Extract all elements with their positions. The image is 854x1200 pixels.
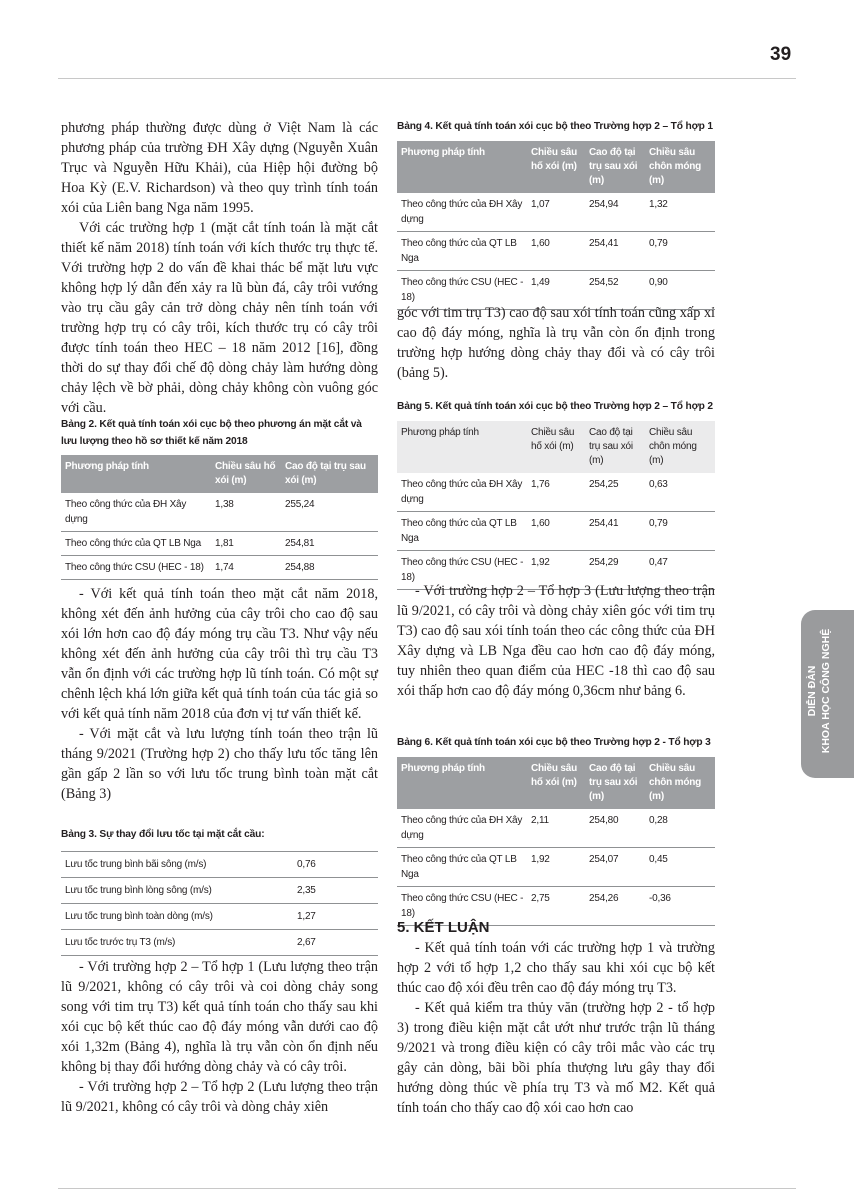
- right-middle-text: [397, 581, 715, 701]
- page-number: 39: [770, 44, 792, 65]
- table-cell: Theo công thức của QT LB Nga: [397, 848, 527, 887]
- table-cell: 254,88: [281, 556, 378, 580]
- table-cell: 2,75: [527, 887, 585, 926]
- side-tab-line2: KHOA HỌC CÔNG NGHỆ: [820, 628, 832, 754]
- table-cell: 0,79: [645, 512, 715, 551]
- table5-header-cell: Cao độ tại trụ sau xói (m): [585, 421, 645, 473]
- conclusion-paragraph-1: - Kết quả tính toán với các trường hợp 1 và trường hợp 2 với tổ hợp 1,2 cho thấy sau khi xói cục bộ kết thúc cao độ xói đều trên cao độ đáy móng trụ T3.: [397, 940, 715, 996]
- table4: [397, 141, 715, 310]
- table-cell: Theo công thức CSU (HEC - 18): [61, 556, 211, 580]
- table-row: [61, 556, 378, 580]
- table-cell: 254,26: [585, 887, 645, 926]
- left-column: [61, 118, 378, 418]
- table-cell: 1,60: [527, 232, 585, 271]
- table-row: [397, 232, 715, 271]
- table-cell: 2,11: [527, 809, 585, 848]
- right-top-text: [397, 303, 715, 383]
- footer-rule: [58, 1188, 796, 1189]
- table6-header-cell: Phương pháp tính: [397, 757, 527, 809]
- table-cell: 1,76: [527, 473, 585, 512]
- table-cell: 1,81: [211, 532, 281, 556]
- table-cell: -0,36: [645, 887, 715, 926]
- table2: [61, 455, 378, 580]
- table-cell: 254,41: [585, 232, 645, 271]
- table-cell: Theo công thức CSU (HEC - 18): [397, 551, 527, 590]
- left-paragraph-1: phương pháp thường được dùng ở Việt Nam là các phương pháp của trường ĐH Xây dựng (Nguyễn Xuân Trục và Nguyễn Hữu Khải), của Hiệp hội đường bộ Hoa Kỳ (E.V. Richardson) và theo quy trình tính toán xói của Liên bang Nga năm 1995.: [61, 120, 378, 216]
- table-cell: 254,81: [281, 532, 378, 556]
- left-paragraph-3: - Với kết quả tính toán theo mặt cắt năm 2018, không xét đến ảnh hưởng của cây trôi cho cao độ sau xói lớn hơn cao độ đáy móng trụ cầu T3. Như vậy nếu không xét đến ảnh hưởng của cây trôi thì trụ cầu T3 vẫn ổn định với các trường hợp lũ tính toán. Có một sự chênh lệch khá lớn giữa kết quả tính toán của tác giả so với kết quả tính năm 2018 của đơn vị tư vấn thiết kế.: [61, 586, 378, 722]
- left-paragraph-5: - Với trường hợp 2 – Tổ hợp 1 (Lưu lượng theo trận lũ 9/2021, không có cây trôi và coi dòng chảy song song với tim trụ T3) kết quả tính toán cho thấy sau khi xói cục bộ kết thúc cao độ đáy móng vẫn dưới cao độ xói 1,32m (Bảng 4), nghĩa là trụ vẫn còn ổn định nếu không bị thay đổi hướng dòng chảy và có cây trôi.: [61, 959, 378, 1075]
- section-side-tab: [801, 610, 854, 778]
- table-cell: 254,25: [585, 473, 645, 512]
- table-cell: 1,92: [527, 848, 585, 887]
- table-cell: 1,27: [293, 904, 378, 930]
- table-cell: 254,52: [585, 271, 645, 310]
- table-cell: 1,92: [527, 551, 585, 590]
- table2-header-cell: Cao độ tại trụ sau xói (m): [281, 455, 378, 493]
- table-row: [61, 493, 378, 532]
- table-cell: 1,32: [645, 193, 715, 232]
- table-cell: 254,80: [585, 809, 645, 848]
- table4-header-cell: Chiều sâu hố xói (m): [527, 141, 585, 193]
- table-cell: 2,35: [293, 878, 378, 904]
- table2-header-cell: Chiều sâu hố xói (m): [211, 455, 281, 493]
- header-rule: [58, 78, 796, 79]
- table-cell: 1,60: [527, 512, 585, 551]
- table-cell: Theo công thức của QT LB Nga: [397, 232, 527, 271]
- table-cell: 255,24: [281, 493, 378, 532]
- table-cell: Lưu tốc trung bình bãi sông (m/s): [61, 852, 293, 878]
- conclusion-heading: 5. KẾT LUẬN: [397, 919, 490, 936]
- table-cell: Theo công thức của QT LB Nga: [397, 512, 527, 551]
- table-row: [397, 473, 715, 512]
- table-cell: Lưu tốc trước trụ T3 (m/s): [61, 930, 293, 956]
- right-paragraph-1: góc với tim trụ T3) cao độ sau xói tính toán cũng xấp xỉ cao độ đáy móng, nghĩa là trụ vẫn còn ổn định trong trường hợp hướng dòng chảy thay đổi và có cây trôi (bảng 5).: [397, 305, 715, 381]
- left-paragraph-2: Với các trường hợp 1 (mặt cắt tính toán là mặt cắt thiết kế năm 2018) tính toán với kích thước trụ thực tế. Với trường hợp 2 do vấn đề khai thác bể mặt lưu vực không hợp lý dẫn đến xảy ra lũ bùn đá, cây trôi vướng vào trụ cầu gây cản trở dòng chảy nên tính toán với trường hợp trụ có cây trôi, kích thước trụ có cây trôi được tính toán theo HEC – 18 năm 2012 [16], đồng thời do sự thay đổi chế độ dòng chảy làm hướng dòng chảy lệch về bờ phải, dòng chảy không còn vuông góc với cầu.: [61, 220, 378, 416]
- table-cell: Lưu tốc trung bình lòng sông (m/s): [61, 878, 293, 904]
- table3-caption: Bảng 3. Sự thay đổi lưu tốc tại mặt cắt cầu:: [61, 829, 265, 840]
- left-middle-text: [61, 584, 378, 804]
- table2-caption: Bảng 2. Kết quả tính toán xói cục bộ theo phương án mặt cắt và lưu lượng theo hồ sơ thiết kế năm 2018: [61, 419, 362, 447]
- table2-header-cell: Phương pháp tính: [61, 455, 211, 493]
- table-cell: 0,45: [645, 848, 715, 887]
- table-cell: Theo công thức của ĐH Xây dựng: [397, 193, 527, 232]
- conclusion-paragraph-2: - Kết quả kiểm tra thủy văn (trường hợp 2 - tổ hợp 3) trong điều kiện mặt cắt ướt như trước trận lũ tháng 9/2021 và trong điều kiện có cây trôi mắc vào các trụ gây cản dòng, bãi bồi phía thượng lưu gây thay đổi hướng dòng thúc về phía trụ T3 và mố M2. Kết quả tính toán cho thấy cao độ xói cao hơn cao: [397, 1000, 715, 1116]
- table6-caption: Bảng 6. Kết quả tính toán xói cục bộ theo Trường hợp 2 - Tổ hợp 3: [397, 737, 711, 748]
- table-cell: Theo công thức của ĐH Xây dựng: [61, 493, 211, 532]
- table3-block: [61, 826, 378, 956]
- table-cell: 1,74: [211, 556, 281, 580]
- left-bottom-text: [61, 957, 378, 1117]
- table5-block: [397, 398, 715, 590]
- table-row: [61, 878, 378, 904]
- table6-header-cell: Chiều sâu chôn móng (m): [645, 757, 715, 809]
- table5-caption: Bảng 5. Kết quả tính toán xói cục bộ theo Trường hợp 2 – Tổ hợp 2: [397, 401, 713, 412]
- table4-header-cell: Cao độ tại trụ sau xói (m): [585, 141, 645, 193]
- table-cell: Lưu tốc trung bình toàn dòng (m/s): [61, 904, 293, 930]
- table-row: [61, 532, 378, 556]
- conclusion-section: [397, 918, 715, 1118]
- table-cell: 1,07: [527, 193, 585, 232]
- table-row: [397, 809, 715, 848]
- table-cell: 0,28: [645, 809, 715, 848]
- table4-header-cell: Phương pháp tính: [397, 141, 527, 193]
- table-cell: 254,94: [585, 193, 645, 232]
- table2-block: [61, 416, 378, 580]
- table4-header-cell: Chiều sâu chôn móng (m): [645, 141, 715, 193]
- table-cell: 254,07: [585, 848, 645, 887]
- table4-caption: Bảng 4. Kết quả tính toán xói cục bộ theo Trường hợp 2 – Tổ hợp 1: [397, 121, 713, 132]
- table6-header-cell: Chiều sâu hố xói (m): [527, 757, 585, 809]
- table-row: [397, 193, 715, 232]
- table-cell: 0,47: [645, 551, 715, 590]
- table-row: [61, 930, 378, 956]
- table-cell: Theo công thức của ĐH Xây dựng: [397, 473, 527, 512]
- table3: [61, 851, 378, 956]
- table-cell: Theo công thức CSU (HEC - 18): [397, 887, 527, 926]
- table-cell: 2,67: [293, 930, 378, 956]
- table4-block: [397, 118, 715, 310]
- table-cell: 1,38: [211, 493, 281, 532]
- table5-header-row: [397, 421, 715, 473]
- table-row: [397, 848, 715, 887]
- table-row: [61, 852, 378, 878]
- table-cell: 0,63: [645, 473, 715, 512]
- table6-header-cell: Cao độ tại trụ sau xói (m): [585, 757, 645, 809]
- table2-header-row: [61, 455, 378, 493]
- side-tab-line1: DIỄN ĐÀN: [806, 665, 818, 717]
- table-cell: 0,79: [645, 232, 715, 271]
- table4-header-row: [397, 141, 715, 193]
- side-tab-text: [805, 616, 833, 766]
- table5-header-cell: Chiều sâu hố xói (m): [527, 421, 585, 473]
- table-cell: 254,41: [585, 512, 645, 551]
- table-cell: 1,49: [527, 271, 585, 310]
- table-cell: Theo công thức CSU (HEC - 18): [397, 271, 527, 310]
- right-paragraph-2: - Với trường hợp 2 – Tổ hợp 3 (Lưu lượng theo trận lũ 9/2021, có cây trôi và dòng chảy xiên góc với tim trụ T3) cao độ sau xói tính toán theo các công thức của ĐH Xây dựng và LB Nga đều cao hơn cao độ đáy móng, tuy nhiên theo quan điểm của HEC -18 thì cao độ sau xói thấp hơn cao độ đáy móng 0,36cm như bảng 6.: [397, 583, 715, 699]
- table6-block: [397, 734, 715, 926]
- table-cell: Theo công thức của ĐH Xây dựng: [397, 809, 527, 848]
- table5-header-cell: Chiều sâu chôn móng (m): [645, 421, 715, 473]
- table-cell: 0,76: [293, 852, 378, 878]
- left-paragraph-4: - Với mặt cắt và lưu lượng tính toán theo trận lũ tháng 9/2021 (Trường hợp 2) cho thấy lưu tốc tăng lên gần gấp 2 lần so với lưu tốc trung bình toàn mặt cắt (Bảng 3): [61, 726, 378, 802]
- table-row: [61, 904, 378, 930]
- table5: [397, 421, 715, 590]
- table-cell: 254,29: [585, 551, 645, 590]
- left-paragraph-6: - Với trường hợp 2 – Tổ hợp 2 (Lưu lượng theo trận lũ 9/2021, không có cây trôi và dòng chảy xiên: [61, 1079, 378, 1115]
- table-cell: 0,90: [645, 271, 715, 310]
- table-cell: Theo công thức của QT LB Nga: [61, 532, 211, 556]
- table-row: [397, 512, 715, 551]
- table6-header-row: [397, 757, 715, 809]
- table6: [397, 757, 715, 926]
- table5-header-cell: Phương pháp tính: [397, 421, 527, 473]
